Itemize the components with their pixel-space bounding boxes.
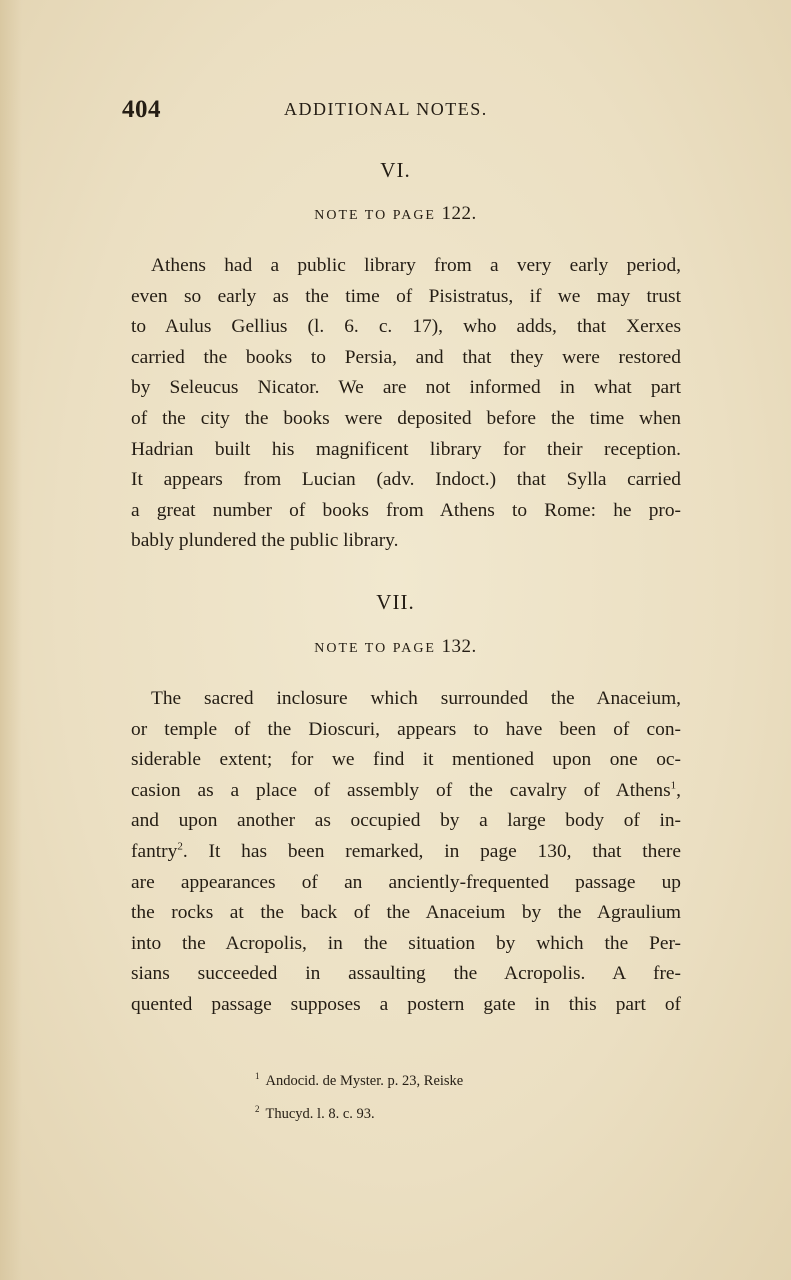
section-numeral-vi: VI. (380, 158, 411, 182)
note-heading-page: 122. (441, 203, 477, 224)
paragraph-note-vii (131, 684, 681, 1021)
text-line: sians succeeded in assaulting the Acropolis. A fre- (131, 963, 681, 985)
text-line: of the city the books were deposited before the time when (131, 407, 681, 429)
page-number: 404 (122, 96, 161, 123)
footnote-ref: 1 (670, 779, 677, 792)
note-heading-page: 132. (441, 636, 477, 657)
text-line: Hadrian built his magnificent library for their reception. (131, 438, 681, 460)
note-heading-vi (0, 203, 791, 225)
text-line: Athens had a public library from a very early period, (151, 255, 681, 276)
footnote-ref: 2 (177, 840, 183, 853)
text-line: It appears from Lucian (adv. Indoct.) that Sylla carried (131, 469, 681, 491)
text-line: to Aulus Gellius (l. 6. c. 17), who adds, that Xerxes (131, 316, 681, 338)
text-segment: casion as a place of assembly of the cavalry of Athens (131, 779, 671, 801)
text-line: by Seleucus Nicator. We are not informed in what part (131, 377, 681, 399)
paragraph-note-vi (131, 251, 681, 557)
text-segment: It has been remarked, in page 130, that there (208, 840, 681, 862)
footnote-text: Thucyd. l. 8. c. 93. (265, 1105, 375, 1122)
note-heading-label: NOTE TO PAGE (314, 208, 436, 223)
text-line: even so early as the time of Pisistratus, if we may trust (131, 285, 681, 307)
text-line: siderable extent; for we find it mentioned upon one oc- (131, 749, 681, 771)
text-line: are appearances of an anciently-frequented passage up (131, 871, 681, 893)
text-line: quented passage supposes a postern gate in this part of (131, 993, 681, 1015)
text-line: bably plundered the public library. (131, 530, 399, 552)
text-line: into the Acropolis, in the situation by which the Per- (131, 932, 681, 954)
text-line: a great number of books from Athens to Rome: he pro- (131, 499, 681, 521)
footnotes (255, 1062, 575, 1128)
page-header (122, 96, 682, 126)
text-line: The sacred inclosure which surrounded the Anaceium, (151, 688, 681, 709)
footnote-1 (255, 1062, 575, 1095)
footnote-2 (255, 1095, 575, 1128)
text-line: and upon another as occupied by a large body of in- (131, 810, 681, 832)
section-numeral-vii: VII. (376, 590, 415, 614)
footnote-mark: 2 (255, 1103, 260, 1114)
text-line: the rocks at the back of the Anaceium by the Agraulium (131, 902, 681, 924)
text-line: carried the books to Persia, and that they were restored (131, 346, 681, 368)
footnote-text: Andocid. de Myster. p. 23, Reiske (265, 1072, 464, 1089)
running-head: ADDITIONAL NOTES. (284, 99, 488, 119)
text-line: or temple of the Dioscuri, appears to have been of con- (131, 718, 681, 740)
note-heading-label: NOTE TO PAGE (314, 641, 436, 656)
text-segment: fantry (131, 840, 178, 862)
footnote-mark: 1 (255, 1071, 260, 1081)
note-heading-vii (0, 636, 791, 658)
text-line-with-footnote: casion as a place of assembly of the cavalry of Athens$^1$, (131, 779, 681, 801)
text-line-with-footnote: fantry$^2$. It has been remarked, in page 130, that there (131, 840, 681, 862)
